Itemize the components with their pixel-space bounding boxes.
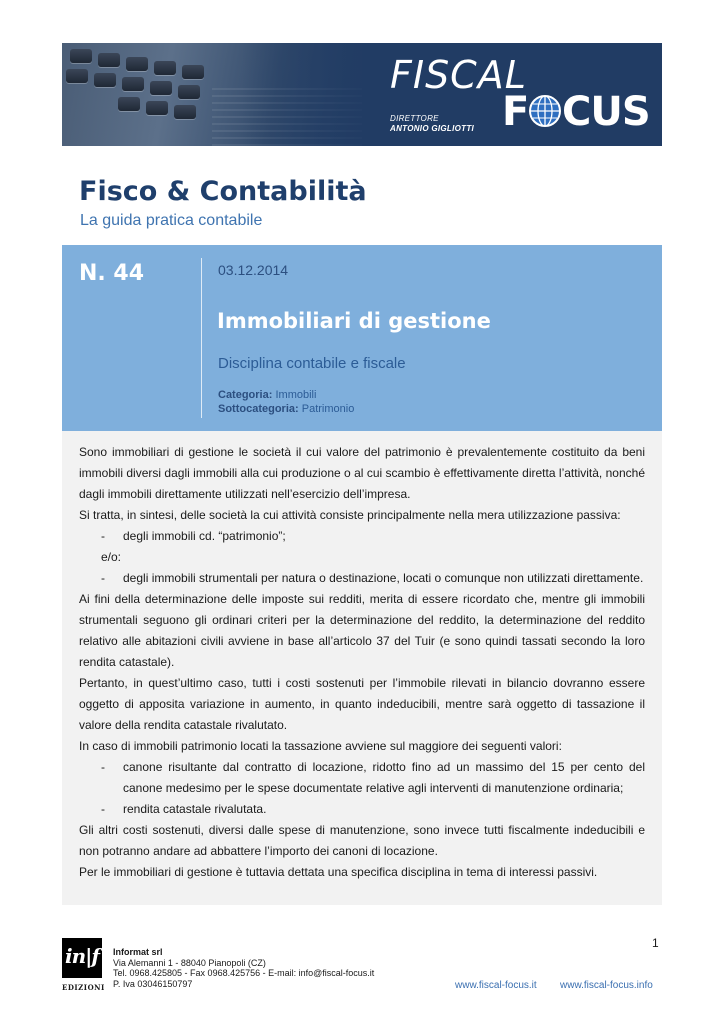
issue-header: [62, 245, 662, 431]
company-contacts: Tel. 0968.425805 - Fax 0968.425756 - E-mail: info@fiscal-focus.it: [113, 968, 375, 978]
director-label: DIRETTORE: [390, 114, 439, 123]
subcategory-label: Sottocategoria:: [218, 403, 299, 415]
list-dash: -: [101, 571, 105, 585]
website-link-info[interactable]: www.fiscal-focus.info: [560, 980, 653, 991]
issue-divider: [201, 258, 202, 418]
subcategory-line: [218, 403, 354, 415]
list-item-text: degli immobili cd. “patrimonio”;: [123, 529, 286, 543]
paragraph: Sono immobiliari di gestione le società il cui valore del patrimonio è prevalentemente costituito da beni immobili diversi dagli immobili alla cui produzione o al cui scambio è effettivamente diretta l’attività, nonché dagli immobili direttamente utilizzati nell’esercizio dell’impresa.: [79, 445, 645, 501]
list-item: [79, 757, 645, 799]
paragraph: Ai fini della determinazione delle imposte sui redditi, merita di essere ricordato che, mentre gli immobili strumentali seguono gli ordinari criteri per la determinazione del reddito, la determinazione del reddito relativo alle abitazioni civili avviene in base all’articolo 37 del Tuir (e sono quindi tassati secondo la loro rendita catastale).: [79, 592, 645, 669]
subcategory-value: Patrimonio: [301, 403, 355, 415]
brand-fiscal: FISCAL: [390, 53, 527, 97]
list-item-text: rendita catastale rivalutata.: [123, 802, 267, 816]
paragraph: Per le immobiliari di gestione è tuttavia dettata una specifica disciplina in tema di interessi passivi.: [79, 865, 598, 879]
list-dash: -: [101, 529, 105, 543]
publisher-logo: [62, 938, 102, 978]
director-name: ANTONIO GIGLIOTTI: [390, 124, 475, 133]
page-number: 1: [652, 936, 659, 950]
brand-focus-f: F: [502, 89, 530, 135]
globe-icon: [528, 94, 562, 128]
logo-mark: in|f: [65, 944, 100, 968]
article-body: [62, 431, 662, 905]
logo-label: EDIZIONI: [62, 983, 105, 992]
issue-number: N. 44: [79, 261, 145, 286]
list-dash: -: [101, 802, 105, 816]
category-line: [218, 389, 316, 401]
paragraph: Gli altri costi sostenuti, diversi dalle spese di manutenzione, sono invece tutti fiscalmente indeducibili e non potranno andare ad abbattere l’importo dei canoni di locazione.: [79, 823, 645, 858]
category-label: Categoria:: [218, 389, 273, 401]
list-item-text: degli immobili strumentali per natura o destinazione, locati o comunque non utilizzati direttamente.: [123, 571, 644, 585]
category-value: Immobili: [275, 389, 317, 401]
paragraph: In caso di immobili patrimonio locati la tassazione avviene sul maggiore dei seguenti valori:: [79, 739, 562, 753]
website-link-it[interactable]: www.fiscal-focus.it: [455, 980, 537, 991]
company-vat: P. Iva 03046150797: [113, 978, 193, 989]
article-title: Immobiliari di gestione: [217, 309, 491, 333]
list-item: [79, 526, 645, 547]
list-item: [79, 799, 645, 820]
publisher-info: [113, 947, 374, 989]
list-connector: e/o:: [101, 550, 122, 564]
publication-subtitle: La guida pratica contabile: [80, 212, 263, 229]
publication-title: Fisco & Contabilità: [79, 176, 367, 207]
company-name: Informat srl: [113, 947, 163, 957]
paragraph: Pertanto, in quest’ultimo caso, tutti i costi sostenuti per l’immobile rilevati in bilancio dovranno essere oggetto di apposita variazione in aumento, in quanto indeducibili, mentre sarà oggetto di tassazione il valore della rendita catastale rivalutato.: [79, 676, 645, 732]
brand-focus-cus: CUS: [562, 89, 650, 135]
list-item-text: canone risultante dal contratto di locazione, ridotto fino ad un massimo del 15 per cento del canone medesimo per le spese documentate relative agli interventi di manutenzione ordinaria;: [123, 760, 645, 795]
header-banner: [62, 43, 662, 146]
company-address: Via Alemanni 1 - 88040 Pianopoli (CZ): [113, 957, 266, 968]
paragraph: Si tratta, in sintesi, delle società la cui attività consiste principalmente nella mera utilizzazione passiva:: [79, 508, 621, 522]
article-subtitle: Disciplina contabile e fiscale: [218, 355, 406, 372]
list-item: [79, 568, 645, 589]
list-dash: -: [101, 760, 105, 774]
issue-date: 03.12.2014: [218, 262, 289, 278]
